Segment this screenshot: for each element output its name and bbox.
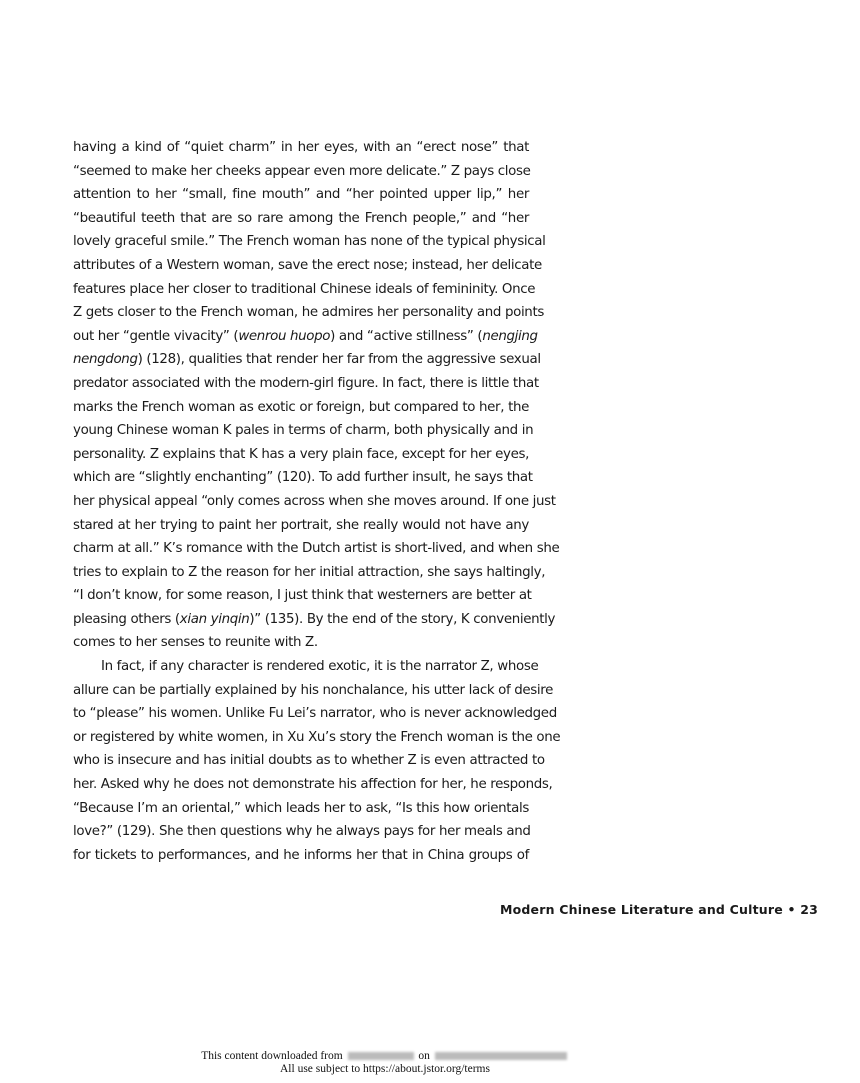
text-line — [73, 561, 546, 585]
text-run: “seemed to make her cheeks appear even more delicate.” Z pays close — [73, 163, 531, 179]
text-line — [73, 514, 529, 538]
text-run: her. Asked why he does not demonstrate his affection for her, he responds, — [73, 777, 553, 793]
text-run: stared at her trying to paint her portrait, she really would not have any — [73, 517, 529, 533]
text-run: out her “gentle vivacity” ( — [73, 328, 239, 344]
text-line — [73, 466, 533, 490]
text-run: comes to her senses to reunite with Z. — [73, 635, 318, 651]
text-run: marks the French woman as exotic or foreign, but compared to her, the — [73, 399, 529, 415]
italic-term: wenrou huopo — [238, 328, 331, 344]
text-line — [73, 490, 556, 514]
text-line — [73, 348, 541, 372]
text-run: young Chinese woman K pales in terms of charm, both physically and in — [73, 423, 534, 439]
text-run: ) and “active stillness” ( — [330, 328, 483, 344]
text-line — [73, 608, 556, 632]
text-run: In fact, if any character is rendered exotic, it is the narrator Z, whose — [101, 659, 539, 675]
text-run: “beautiful teeth that are so rare among the French people,” and “her — [73, 210, 529, 226]
text-run: pleasing others ( — [73, 611, 180, 627]
text-line — [73, 254, 542, 278]
text-line — [73, 278, 536, 302]
text-run: which are “slightly enchanting” (120). To add further insult, he says that — [73, 470, 533, 486]
text-run: )” (135). By the end of the story, K conveniently — [249, 611, 556, 627]
text-run: personality. Z explains that K has a very plain face, except for her eyes, — [73, 446, 529, 462]
text-run: allure can be partially explained by his nonchalance, his utter lack of desire — [73, 682, 554, 698]
text-run: attention to her “small, fine mouth” and “her pointed upper lip,” her — [73, 187, 529, 203]
text-run: her physical appeal “only comes across when she moves around. If one just — [73, 493, 556, 509]
italic-term: nengjing — [482, 328, 538, 344]
text-line — [73, 679, 554, 703]
jstor-terms-notice: All use subject to https://about.jstor.org/terms — [280, 1063, 490, 1075]
text-run: or registered by white women, in Xu Xu’s story the French woman is the one — [73, 729, 561, 745]
text-line — [73, 844, 529, 868]
text-line — [73, 183, 529, 207]
text-line — [73, 797, 529, 821]
text-line — [73, 537, 560, 561]
text-line — [73, 301, 544, 325]
text-run: having a kind of “quiet charm” in her eyes, with an “erect nose” that — [73, 140, 529, 155]
text-run: tries to explain to Z the reason for her initial attraction, she says haltingly, — [73, 564, 546, 580]
text-line — [73, 230, 546, 254]
download-prefix: This content downloaded from — [201, 1050, 343, 1062]
text-line — [73, 136, 529, 160]
text-line — [73, 396, 529, 420]
text-line — [73, 773, 553, 797]
text-run: “I don’t know, for some reason, I just think that westerners are better at — [73, 588, 532, 604]
body-text — [73, 136, 561, 867]
text-line — [73, 702, 557, 726]
text-line — [73, 631, 529, 655]
redacted-timestamp — [435, 1052, 567, 1060]
text-run: for tickets to performances, and he informs her that in China groups of — [73, 847, 529, 863]
text-line — [73, 820, 529, 844]
text-run: lovely graceful smile.” The French woman has none of the typical physical — [73, 234, 546, 250]
text-line — [73, 372, 539, 396]
text-line — [73, 584, 532, 608]
running-head: Modern Chinese Literature and Culture • 23 — [499, 902, 818, 917]
text-run: ) (128), qualities that render her far from the aggressive sexual — [137, 352, 541, 368]
text-line — [73, 726, 561, 750]
text-line — [73, 655, 539, 679]
text-line — [73, 443, 529, 467]
text-line — [73, 749, 545, 773]
text-run: attributes of a Western woman, save the erect nose; instead, her delicate — [73, 257, 542, 273]
text-line — [73, 160, 529, 184]
italic-term: nengdong — [73, 352, 138, 368]
text-run: to “please” his women. Unlike Fu Lei’s narrator, who is never acknowledged — [73, 706, 557, 722]
redacted-ip — [348, 1052, 414, 1060]
text-run: predator associated with the modern-girl figure. In fact, there is little that — [73, 375, 539, 391]
jstor-download-notice — [0, 1050, 770, 1062]
italic-term: xian yinqin — [179, 611, 250, 627]
text-run: love?” (129). She then questions why he always pays for her meals and — [73, 824, 531, 840]
download-on: on — [418, 1050, 430, 1062]
text-line — [73, 419, 534, 443]
text-run: Z gets closer to the French woman, he admires her personality and points — [73, 305, 544, 321]
text-run: charm at all.” K’s romance with the Dutch artist is short-lived, and when she — [73, 541, 560, 557]
text-run: features place her closer to traditional Chinese ideals of femininity. Once — [73, 281, 536, 297]
text-line — [73, 207, 529, 231]
text-run: “Because I’m an oriental,” which leads her to ask, “Is this how orientals — [73, 800, 529, 816]
text-line — [73, 325, 538, 349]
text-run: who is insecure and has initial doubts as to whether Z is even attracted to — [73, 753, 545, 769]
